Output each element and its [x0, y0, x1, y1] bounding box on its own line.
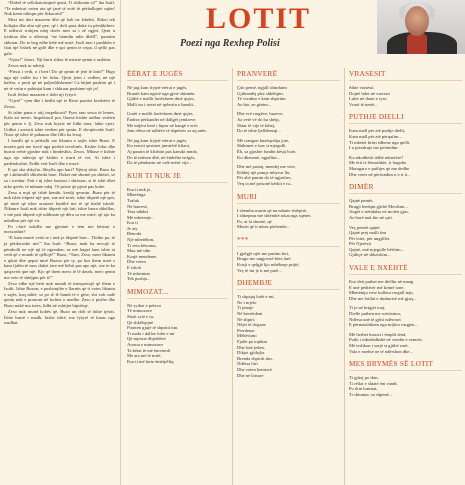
poem-title: PUTHJE DIELLI	[349, 113, 462, 124]
poem-line: Ti mbetet lirim ëdhene nga qielli,	[349, 139, 411, 145]
poem-line: Mbetëmja vese kulleur rregull tejn,	[349, 290, 414, 296]
poem-line: Angët e trëndalas në molen gjas,	[349, 209, 409, 215]
poem-line: I shembu murin që na ndante shtëpitë,	[237, 207, 308, 213]
page-subtitle: Poezi nga Rexhep Polisi	[180, 38, 280, 49]
poem-line: Ti rëilat e shtatë ëm vandi.	[349, 380, 398, 386]
poem	[127, 288, 228, 365]
column-rule	[344, 68, 345, 485]
poem-line: Tesa ndahit	[127, 209, 148, 215]
poem	[237, 193, 340, 230]
poem-line: Me ata më të mirë,	[127, 353, 162, 359]
poem-line: Qajnë pemët,	[349, 198, 374, 204]
poem-line: Ku erarrit qesimet jumirëtë tiftaoi,	[127, 143, 191, 149]
poem	[349, 183, 462, 258]
poem-line: Murin që ti mbas përhenda...	[237, 224, 290, 230]
poem-line: Dhe ne lotsare	[237, 372, 264, 378]
poem-line: Dojnë lulet në varreza	[349, 90, 390, 96]
left-prose-column	[0, 0, 119, 485]
poem-line: Mëhëtsimi	[237, 333, 257, 339]
poem-line: Të mimozave	[127, 308, 153, 314]
photo-face	[405, 6, 429, 36]
poem-line: Me mijëra herë i hipur në kangë e erës	[127, 122, 198, 128]
poem-title: MIMOZAT...	[127, 288, 228, 299]
poem-line: Gjithë e mallit lartëshoen dmë qojes,	[127, 96, 195, 102]
poem-line: Ftonten gjujë të shpirtit tim.	[127, 325, 179, 331]
poem-line: Vala e nxehte ne të ndërshon dhe...	[349, 348, 413, 354]
poem-line: Të mbrimtar	[127, 270, 151, 276]
poem-line: Aj pasnin të kfishtin pas kanukt mndo,	[127, 148, 199, 154]
prose-paragraph: Zeso edhe një herë nuk mundi të interpretojë që them e Isufit. Ishte Buzon, e pushonjthe e llarnës që ti votes likanin e sajës, kaq nditë, se po të lë humb të e gëse, sbi vah cadë qenin nuk e prancan në kofine e madhe. Zeso e pisthe dhe Buzo nukë mu intes, lidhi në eshitjet hipsëtqe.	[4, 280, 115, 308]
photo-scarf	[407, 34, 427, 54]
poem-line: Kam mall për atë puthje dielli,	[349, 128, 406, 134]
prose-paragraph: “E kam marrë vesh se i nuk je ithpetë barr... Thithe po, të ja përdoroshe nis!” tha Isufi. “Buzo, mak ka nevojë të pëmbolli ne një nji të ngrenhur, sa më larget lane ishte ai vedi që e mundi të qëllojë!” Buzo, “Tani, Zeso, merr likanin e qikut dhe qeput mirë Buzon për ty, po kur them mirë s kam fjalën të mos duket fare më bëhit pas apo një, ose te ka qasjaveit que një. Kjo që them mero të lë dasek, merr qenin me vete të shtëjpin për ti!”	[4, 235, 115, 280]
poem-line: Mbetënga	[127, 192, 146, 198]
poem-line: Prerdenat	[237, 327, 255, 333]
poem-line: Në jug kam fryjnë erërat e jugës,	[127, 137, 188, 143]
poem-line: Ti pinaje	[237, 305, 254, 311]
poem-line: Veç të mi je ti më parë...	[237, 267, 282, 273]
poem-line: Sikte vrasësit	[349, 85, 374, 90]
poem-line: Të vizuhur e kam shpirtim	[237, 96, 286, 102]
poem-line: Ae bie, ae gëzim...	[237, 101, 272, 107]
poem-line: Je aty	[127, 225, 138, 231]
poem-title: KUR TI NUK JE	[127, 172, 228, 183]
poem-line: Ëndrra përkundet në dallgët jemlarve.	[127, 116, 197, 122]
poem-line: Në harresë,	[127, 203, 148, 209]
poem-column-3	[346, 68, 465, 485]
poem-line: Puthi i mbedadhshë në vendin e zemrës.	[349, 337, 423, 343]
prose-paragraph: Si ishte puna e atij inspektorit? Pyes tani sexta të lemes. Kalo ari mesit. Inspektoril pra, lhaese kishte ardhur veshen për qenin e Jj. Zeso nuk brytte në lidhi tona, lahte vjeri. Urdhri i arrestit ishte veshen për qenin. E shoqëroshe Isufi. Nuor që ishte të pakunar dhe fillo ka lesuj.	[4, 109, 115, 138]
prose-paragraph: “Prissi i vedi, o i beri! Do që qenin të jetë të lotit!” Higo nga një vallër ku i be fufur. Qesit jetes i vedlen, në një kalëra, e pesit që në paljeshlishmen! Ca bëjnë pushim që i në të vetin e pahinjat kam i shkruar pushime një ja!	[4, 69, 115, 91]
poem-line: Gjithandej plot shkëlqim.	[237, 90, 284, 96]
poem-line: Ti shpajaj lotët e mi,	[237, 294, 275, 300]
header	[124, 0, 465, 58]
poem	[349, 113, 462, 177]
poem-line: Në sythat e pelava	[127, 302, 161, 308]
poem-line: Do të pëmbarin në valë mësë vije...	[127, 160, 192, 166]
poem-line: Jam rëhur në udhëve të shpetsës sa aq anës.	[127, 128, 207, 134]
poem	[349, 70, 462, 107]
poem-line: Do të ishte ljelldenzqi...	[237, 128, 281, 134]
poem-line: Gurët e mallit lartëshoen dmë qojes,	[127, 111, 194, 117]
prose-paragraph: Isufi lëshoi mazaren e dobi nji fytyrë.	[8, 92, 78, 97]
poem-line: Dhe lotë jeden,	[237, 344, 265, 350]
poem-line: Ta bëtat të më ëmvnesh	[127, 347, 171, 353]
poem-line: Veq ta më prisonë kërkit e tu...	[237, 180, 294, 186]
poem-line: Kam mall për atë përqafim...	[349, 133, 402, 139]
poem-title: ËËRAT E JUGËS	[127, 70, 228, 81]
poem-line: Me ëtit të lëmashkër, ti largohe.	[349, 160, 408, 166]
prose-paragraph: Zesos nuk iu ndoeji.	[8, 63, 46, 69]
poem-line: Çdo pemë, ngjall shtuduim	[237, 85, 287, 90]
poem-line: Më teshkon i sarjë si gjithë zarë,	[349, 343, 409, 348]
poem-line: Lulet në duart e tyre,	[349, 96, 388, 102]
poem-line: Gjithçë në shkrishim...	[349, 252, 391, 258]
poem-column-2	[234, 68, 343, 485]
poem-title: ***	[237, 236, 340, 247]
prose-paragraph: I bazdli që u përballi me likanin e sajës ishte Buzo. E morën gati me forcë nga poshtë tavolinës. Kishte folur dhe burrat rrënë gjashte nuk i bindeshin, Zesos. Mbase e kishte nga ajo nderaja që kishin e trurit të vet. Ai ishte i padendoshte, Erdhi veti Isufi dhe e morë.	[4, 138, 115, 166]
prose-paragraph: Mori nit dori mazaren dhe që hali ne fshehit. Shkoi tek koliqka dhe ahu një pee, që i doli para duke iu përshkthrer. E ndërroi rrokjen ndaj dorës mes sa i zë ngjiti. Qeni u trishtua dhe u ulërinqi “ne hiandin ndie dhëll”, pastaim shkruar. Do te beg edhe këtë më mirë. Isufi moi i pushkën e fiaii një fishek në golë dhe e qoi qenin te rripa, il qëllo pas gale.	[4, 17, 115, 56]
poem-line: Brenda shpirtit tim,	[237, 355, 273, 361]
poem	[237, 70, 340, 187]
poem-line: Brugjt leedqin gjithë Mesdimi...	[349, 203, 408, 209]
poem-line: Më mbetenje...	[127, 214, 155, 220]
poem-line: I gjelgjë njër me purtim biri,	[237, 250, 290, 256]
poem-line: Dhe ecë rrugëve, buzeve,	[237, 111, 284, 117]
poem-line: Ëh, sa gjashte fundin kësaj bote,	[237, 148, 297, 154]
poem-title: PRANVERË	[237, 70, 340, 81]
prose-paragraph: “Upsa!” tharri. Nji burri shkoi të merrte qenin e rashëm.	[8, 56, 112, 62]
poem-title: DHEMBJE	[237, 279, 340, 290]
poem-line: Ti gjitaj po ikin,	[349, 375, 379, 381]
poem-line: Vrasë të nesët...	[349, 101, 378, 107]
poem-title: MURI	[237, 193, 340, 204]
poem-line: Për lotet, për ungjillet,	[349, 235, 391, 241]
poem-line: E përmasthikem nga mijëra vargjen...	[349, 322, 418, 328]
poem-line: Trafak	[127, 197, 140, 203]
poem-line: Dikjet gjithçka	[237, 350, 265, 356]
poem-line: Dielle puthen me wetitsimo,	[349, 311, 402, 317]
poem-line: Në bresëtdeni	[237, 311, 263, 317]
poem-line: Mua më tdin	[127, 248, 151, 254]
poem-line: Një mbetëhim,	[127, 237, 155, 243]
poem-line: Nëjet të dogane	[237, 322, 266, 328]
poem	[349, 264, 462, 354]
poem-line: Shikimet e ïsas si mjegulli	[237, 143, 286, 149]
prose-paragraph: “Dubel të sellokatorinjmë qenit, Ti shikonin si!” tha Isufi. “Te mbeturi veten uta që janë të zotë të përballojnë sajën! Nuk kemi nthiqm për fitkacatit!”	[4, 0, 115, 17]
poem-line: Dhe veten kemiorë	[237, 366, 272, 372]
poem-line: Ku ndodhesh tidhë mbretëre?	[349, 154, 404, 160]
poem-line: Shoh sytë e tu,	[127, 314, 155, 319]
prose-paragraph: E qsi ska shkyfta. Shtylla apo hart? Njëraj ishte. Buzo ka që i akhrmilli shkrëmbi bare. Duket më shumë pa shtësit, se sa i treshur. Fati i tij ishte basinsi i shtësaar, si të ishit dhet nike qerëe, të mbante ndaj. Të priste që pjesë pas koke.	[4, 166, 115, 189]
poem-line: Dhe më pastaj, mendej me vete,	[237, 164, 296, 170]
column-rule	[232, 68, 233, 485]
poem-line: Po ikin burrnat,	[349, 386, 378, 392]
poem-line: Bënoda	[127, 231, 142, 237]
poem-line: I u pierakuje me perëndim.	[349, 145, 399, 151]
poem-line: Po, ai la shumë, që	[237, 218, 272, 224]
poem-title: MES BRYMËS SË LOTIT	[349, 360, 462, 371]
poem-line: Fjalët pa topikm	[237, 339, 268, 344]
poem-column-1	[124, 68, 231, 485]
poem-line: Kthhej një pamje mbyrur llu,	[237, 169, 291, 175]
prose-paragraph: Zeso nuk mund kohës që. Buzo un doli të fakte tjetrit. Ishte burrë i madh, kishe ishtë, me fytyrë të kruar nga rrudhat.	[4, 309, 115, 326]
poem	[237, 236, 340, 273]
poem-line: Shtar të vije të kthej,	[237, 122, 276, 128]
poem-line: Dhe me lotilat e dashurisë më gjaq...	[349, 295, 417, 301]
poem-line: Kurjë mendenet	[127, 253, 157, 259]
poem-line: Ndërsa unë të gjitti ndëroset	[349, 316, 401, 322]
poem-line: Në jug kam fryjnë erërat e jugës,	[127, 85, 188, 90]
poem-line: Ndëssa hiri	[237, 361, 258, 367]
poem-line: Kur deti puthet me diellin në mang	[349, 279, 414, 285]
poem-line: Kur ti	[127, 220, 138, 226]
poem-line: Do të ndesen dhë, në ëmbëlia tsifgës,	[127, 154, 196, 160]
poem-line: Më lierbet bronzi i ëmplit tënd,	[349, 331, 407, 337]
poem-line: E unë pëdtivër më krimë tone,	[349, 284, 405, 290]
poem-line: Kur ti më larte ëmëtjelliq.	[127, 358, 175, 364]
prose-paragraph: “Ujeu!” vjen dhe i hedhi një te Bexe ponitsi kreshëve të Zesos.	[4, 98, 115, 109]
poem-line: Ti je në brigjet tuaj,	[349, 305, 386, 311]
poem-line: Qajnë, unë mjegulle bëshim...	[349, 246, 404, 252]
poem-line: Tek pushja...	[127, 276, 151, 282]
poem-line: Ti maki i dalloe lolet e mi	[127, 330, 175, 336]
column-divider	[120, 0, 121, 485]
poem-line: Ti shtuniar, sa shpenë...	[349, 391, 393, 397]
poem-line: I shkepmu me shtëmbë tokat nga sqënet.	[237, 213, 312, 219]
poem-line: Kur ti nuk je,	[127, 186, 152, 192]
poem	[237, 279, 340, 378]
poem	[349, 360, 462, 397]
poem-line: Malli im i tretet në qelestin e hamlit...	[127, 101, 197, 107]
poem	[127, 70, 228, 166]
poem-line: Veç pemët qajnë,	[349, 224, 381, 230]
poem-line: Që mjestat dhjetëëtet	[127, 336, 166, 342]
poem-line: Ne i mjelo	[237, 299, 257, 305]
poem-line: E ishoh	[127, 265, 141, 271]
poem-line: Më rrangon buzëqeshja jote,	[237, 137, 290, 143]
prose-paragraph: Zeso u nqit që ishtë kembi, kerdji qesmin. Buzo për të nuk ishte ithpetë një qen, sne më mirë, ishte ithpetë një qen, që mirë që ishte arrataze bashkë me të që kishë ishalë. Nikanre Isufi nuk ishte ithpetë një fati, ishte barra shkëllas, e më pati ithpetë një ndihnate që dëra sa me mirë, që ajo ka ndodhur për një vit.	[4, 189, 115, 223]
poem-line: Qajnë prej malli tim	[349, 230, 387, 236]
prose-paragraph: Po cfarë ndodhi me gjeninë e tëm me bësimi e moszashin?	[4, 223, 115, 235]
poem-line: Për ahë pamin do të ngjashes,	[237, 175, 292, 181]
poem-line: Ae borë nuk bie në çati.	[349, 214, 393, 220]
poem-line: Ti veta bënoma,	[127, 242, 157, 248]
poem-title: VALE E NXEHTË	[349, 264, 462, 275]
page-title: LOTIT	[206, 2, 312, 35]
poem-title: DIMËR	[349, 183, 462, 194]
poem	[127, 172, 228, 282]
poem-line: Që shkëlqejnë	[127, 319, 154, 325]
poem-line: Dhe veten	[127, 259, 146, 265]
poem-title: VRASESIT	[349, 70, 462, 81]
poem-line: Aa vetë vë do ha shëqi,	[237, 116, 280, 122]
author-photo	[377, 0, 465, 54]
poem-line: Brugu me ungjovuë bëra larë.	[237, 256, 292, 262]
poem-line: Bruatit kam ngrirë nga gjete shtimën.	[127, 90, 196, 96]
poem-line: Dhe vetes në përfundim n e ti ii...	[349, 171, 411, 177]
poem-line: Në shpirt.	[237, 316, 256, 322]
poem-line: Aroma e mimozave	[127, 341, 164, 347]
poem-line: Kozji e qelgjë kjo mbëkeqe prijtë,	[237, 262, 300, 268]
poem-line: Muragaro e puthjes që me dedhe	[349, 165, 410, 171]
poem-line: Për Njerëzit	[349, 241, 372, 247]
poem-line: Ku dhenenë, ngjallini...	[237, 154, 281, 160]
